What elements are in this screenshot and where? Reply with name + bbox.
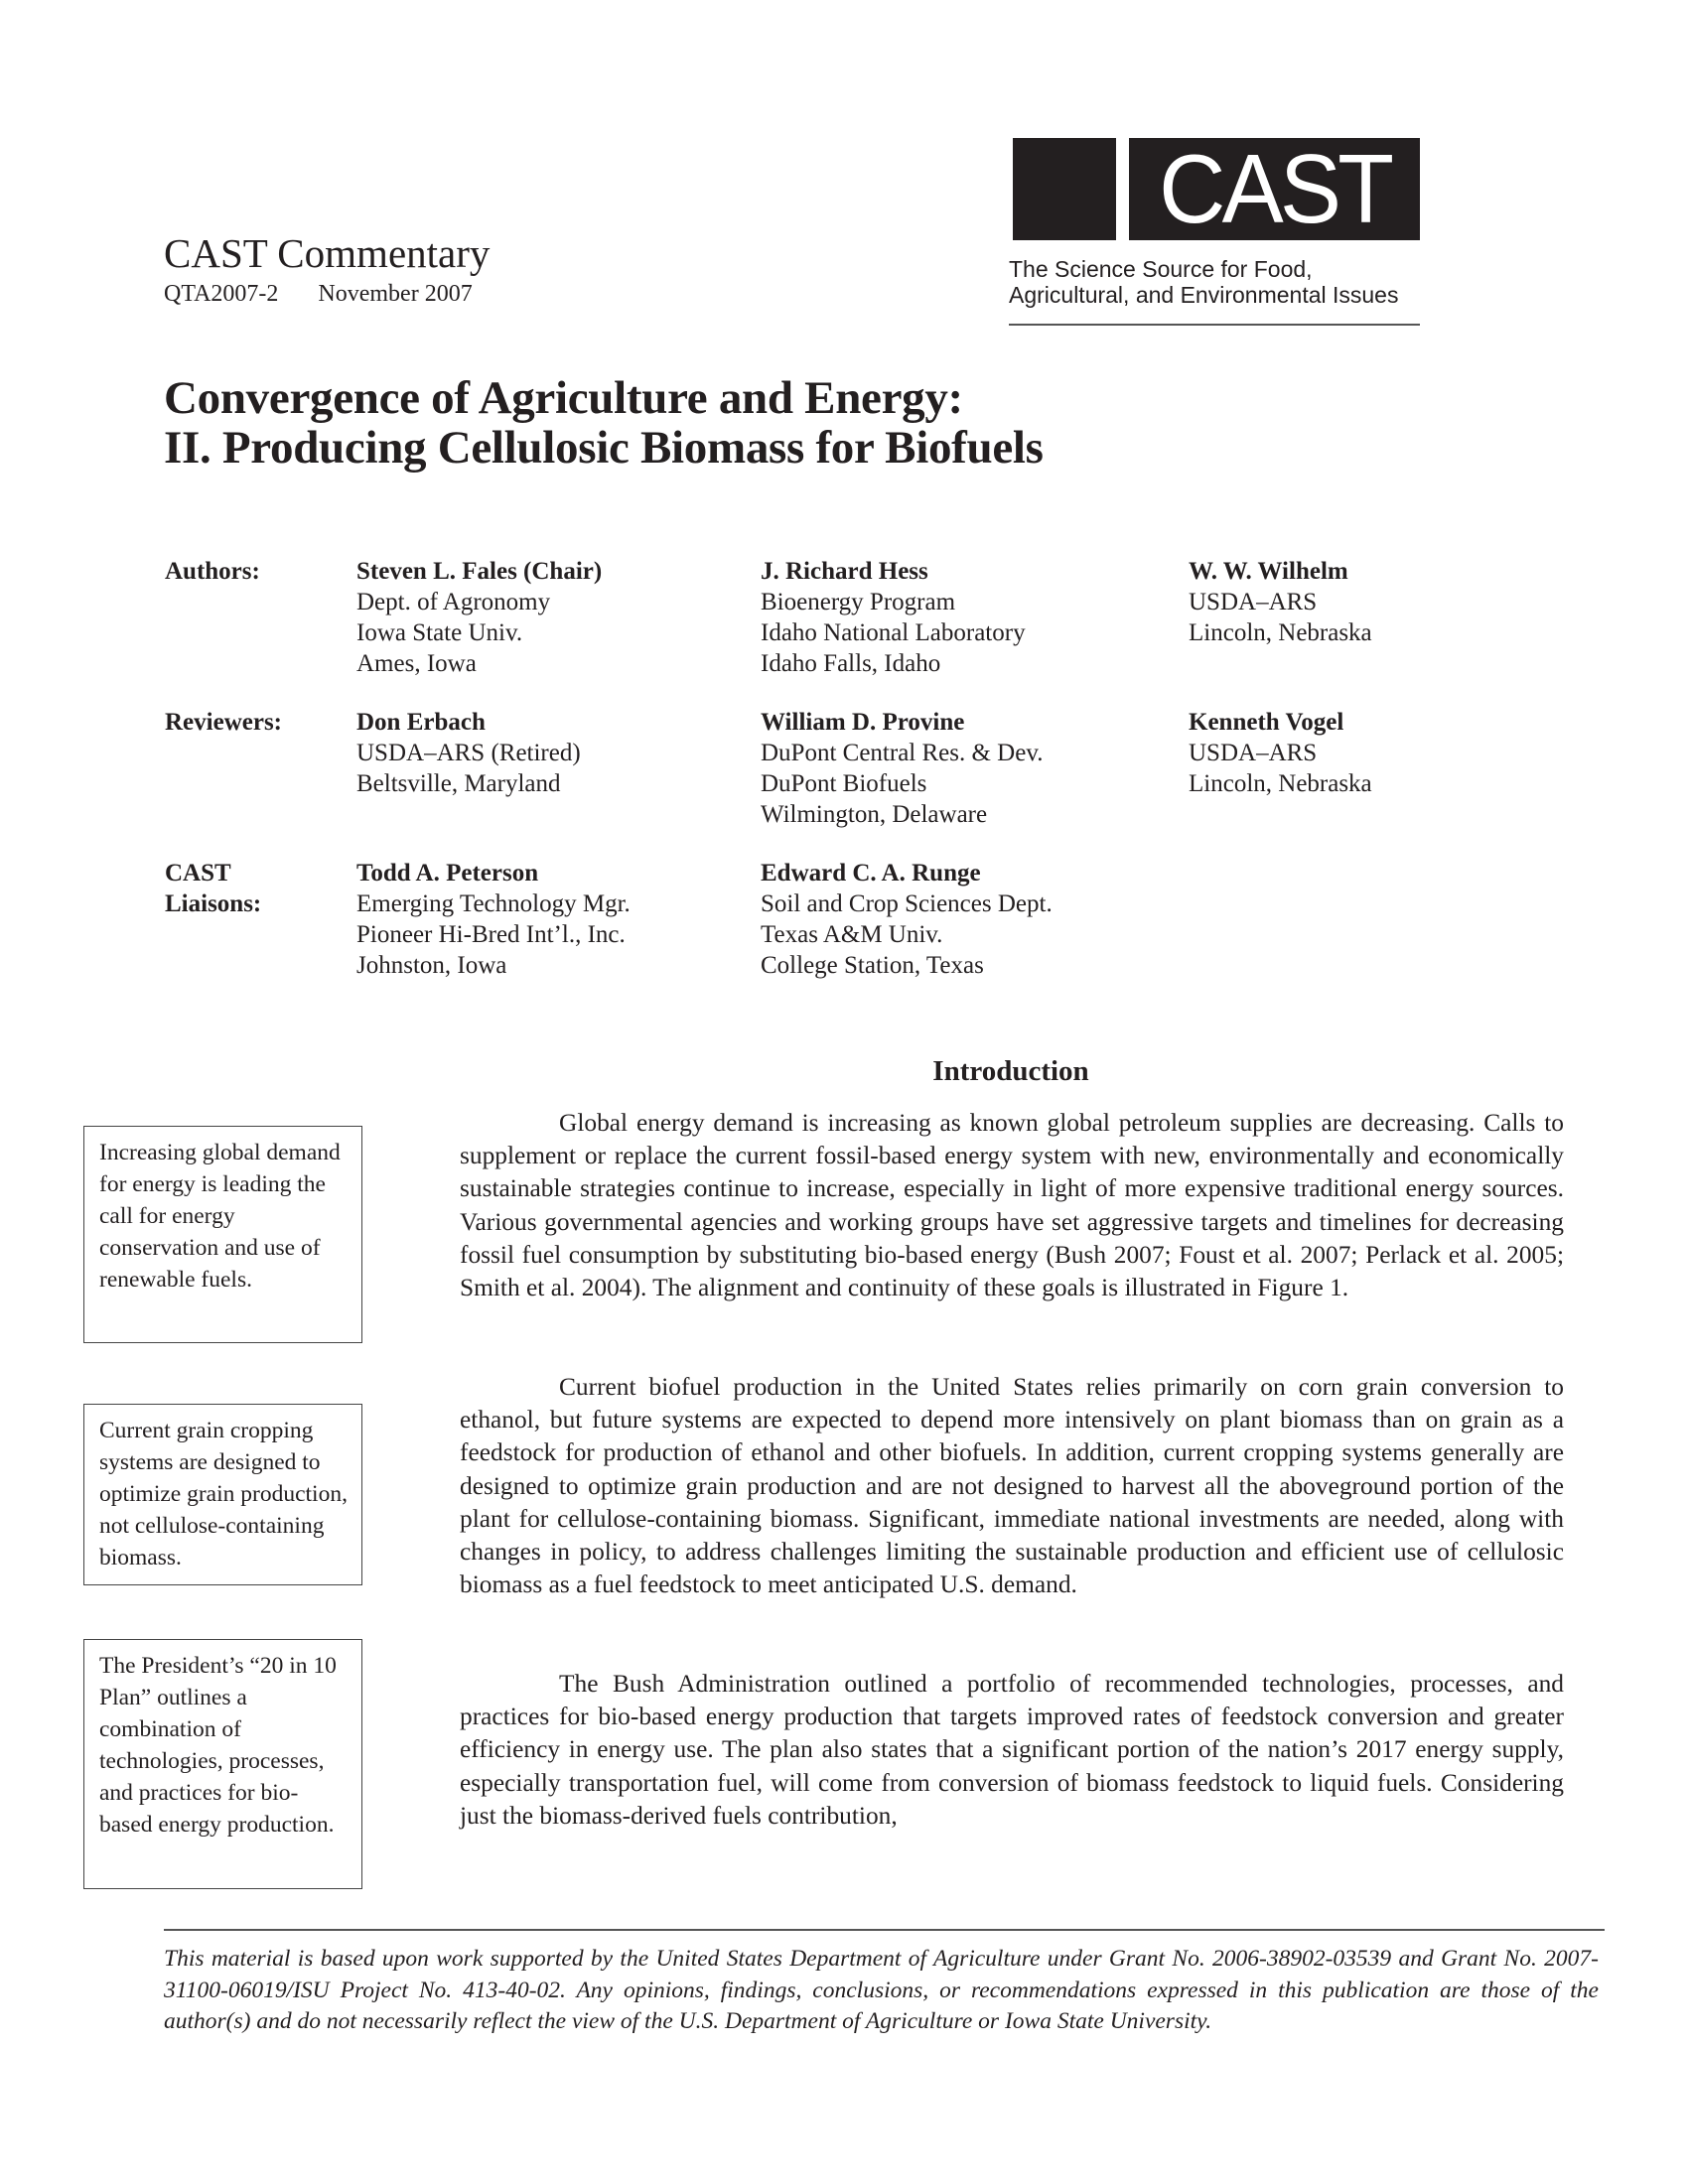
author-entry <box>356 556 602 679</box>
callout-box: Current grain cropping systems are designed to optimize grain production, not cellulose-containing biomass. <box>83 1404 362 1585</box>
reviewer-entry <box>356 707 581 799</box>
series-meta <box>164 280 473 308</box>
person-name: William D. Provine <box>761 709 965 736</box>
person-affiliation: Beltsville, Maryland <box>356 770 561 797</box>
person-affiliation: DuPont Biofuels <box>761 770 927 797</box>
liaison-entry <box>761 858 1053 981</box>
person-name: W. W. Wilhelm <box>1189 558 1348 585</box>
callout-box: The President’s “20 in 10 Plan” outlines a combination of technologies, processes, and practices for bio-based energy production. <box>83 1639 362 1889</box>
person-affiliation: Lincoln, Nebraska <box>1189 770 1372 797</box>
person-affiliation: USDA–ARS <box>1189 740 1318 766</box>
person-affiliation: Lincoln, Nebraska <box>1189 619 1372 646</box>
reviewer-entry <box>1189 707 1372 799</box>
series-code: QTA2007-2 <box>164 281 279 307</box>
person-affiliation: Emerging Technology Mgr. <box>356 890 631 917</box>
person-affiliation: Pioneer Hi-Bred Int’l., Inc. <box>356 921 626 948</box>
author-entry <box>1189 556 1372 648</box>
logo-tagline <box>1009 256 1398 308</box>
body-paragraph: Current biofuel production in the United States relies primarily on corn grain conversion to ethanol, but future systems are expected to depend more intensively on plant biomass than on grain as a feedstock for production of ethanol and other biofuels. In addition, current cropping systems generally are designed to optimize grain production and are not designed to harvest all the aboveground portion of the plant for cellulose-containing biomass. Significant, immediate national investments are needed, along with changes in policy, to address challenges limiting the sustainable production and efficient use of cellulosic biomass as a fuel feedstock to meet anticipated U.S. demand. <box>460 1373 1564 1599</box>
section-heading-introduction: Introduction <box>932 1055 1089 1087</box>
person-name: Kenneth Vogel <box>1189 709 1344 736</box>
document-title <box>164 373 1044 473</box>
person-affiliation: Wilmington, Delaware <box>761 801 988 828</box>
footer-divider <box>164 1929 1605 1931</box>
funding-disclaimer: This material is based upon work supported by the United States Department of Agriculture under Grant No. 2006-38902-03539 and Grant No. 2007-31100-06019/ISU Project No. 413-40-02. Any opinions, findings, conclusions, or recommendations expressed in this publication are those of the author(s) and do not necessarily reflect the view of the U.S. Department of Agriculture or Iowa State University. <box>164 1946 1599 2034</box>
liaisons-label-line-2: Liaisons: <box>165 890 262 917</box>
person-affiliation: Bioenergy Program <box>761 589 956 615</box>
person-affiliation: Johnston, Iowa <box>356 952 507 979</box>
person-affiliation: Idaho Falls, Idaho <box>761 650 941 677</box>
cast-logo-square-icon <box>1013 138 1116 240</box>
person-affiliation: Idaho National Laboratory <box>761 619 1026 646</box>
body-paragraph: Global energy demand is increasing as known global petroleum supplies are decreasing. Calls to supplement or replace the current fossil-based energy system with new, environmentally and economically sustainable strategies continue to increase, especially in light of more expensive traditional energy sources. Various governmental agencies and working groups have set aggressive targets and timelines for decreasing fossil fuel consumption by substituting bio-based energy (Bush 2007; Foust et al. 2007; Perlack et al. 2005; Smith et al. 2004). The alignment and continuity of these goals is illustrated in Figure 1. <box>460 1109 1564 1302</box>
person-affiliation: College Station, Texas <box>761 952 984 979</box>
body-paragraph: The Bush Administration outlined a portfolio of recommended technologies, processes, and practices for bio-based energy production that targets improved rates of feedstock conversion and greater efficiency in energy use. The plan also states that a significant portion of the nation’s 2017 energy supply, especially transportation fuel, will come from conversion of biomass feedstock to liquid fuels. Considering just the biomass-derived fuels contribution, <box>460 1670 1564 1830</box>
publication-date: November 2007 <box>318 281 473 307</box>
person-affiliation: Dept. of Agronomy <box>356 589 551 615</box>
callout-box: Increasing global demand for energy is leading the call for energy conservation and use of renewable fuels. <box>83 1126 362 1343</box>
reviewer-entry <box>761 707 1043 830</box>
person-affiliation: USDA–ARS (Retired) <box>356 740 581 766</box>
title-line-2: II. Producing Cellulosic Biomass for Biofuels <box>164 422 1044 474</box>
tagline-divider <box>1009 324 1420 326</box>
tagline-line-2: Agricultural, and Environmental Issues <box>1009 282 1399 308</box>
authors-label: Authors: <box>165 558 260 585</box>
person-name: Steven L. Fales (Chair) <box>356 558 603 585</box>
person-affiliation: USDA–ARS <box>1189 589 1318 615</box>
liaison-entry <box>356 858 631 981</box>
title-line-1: Convergence of Agriculture and Energy: <box>164 372 963 424</box>
liaisons-label-line-1: CAST <box>165 860 231 887</box>
tagline-line-1: The Science Source for Food, <box>1009 256 1313 282</box>
reviewers-label: Reviewers: <box>165 709 282 736</box>
liaisons-label <box>165 858 261 919</box>
series-title: CAST Commentary <box>164 230 491 276</box>
person-name: J. Richard Hess <box>761 558 928 585</box>
author-entry <box>761 556 1026 679</box>
person-affiliation: Soil and Crop Sciences Dept. <box>761 890 1053 917</box>
person-name: Todd A. Peterson <box>356 860 539 887</box>
person-name: Edward C. A. Runge <box>761 860 981 887</box>
person-affiliation: Ames, Iowa <box>356 650 477 677</box>
person-affiliation: Iowa State Univ. <box>356 619 523 646</box>
person-affiliation: Texas A&M Univ. <box>761 921 943 948</box>
person-affiliation: DuPont Central Res. & Dev. <box>761 740 1044 766</box>
cast-logo <box>1129 134 1420 243</box>
cast-logo-wordmark: CAST <box>1158 134 1391 243</box>
person-name: Don Erbach <box>356 709 486 736</box>
